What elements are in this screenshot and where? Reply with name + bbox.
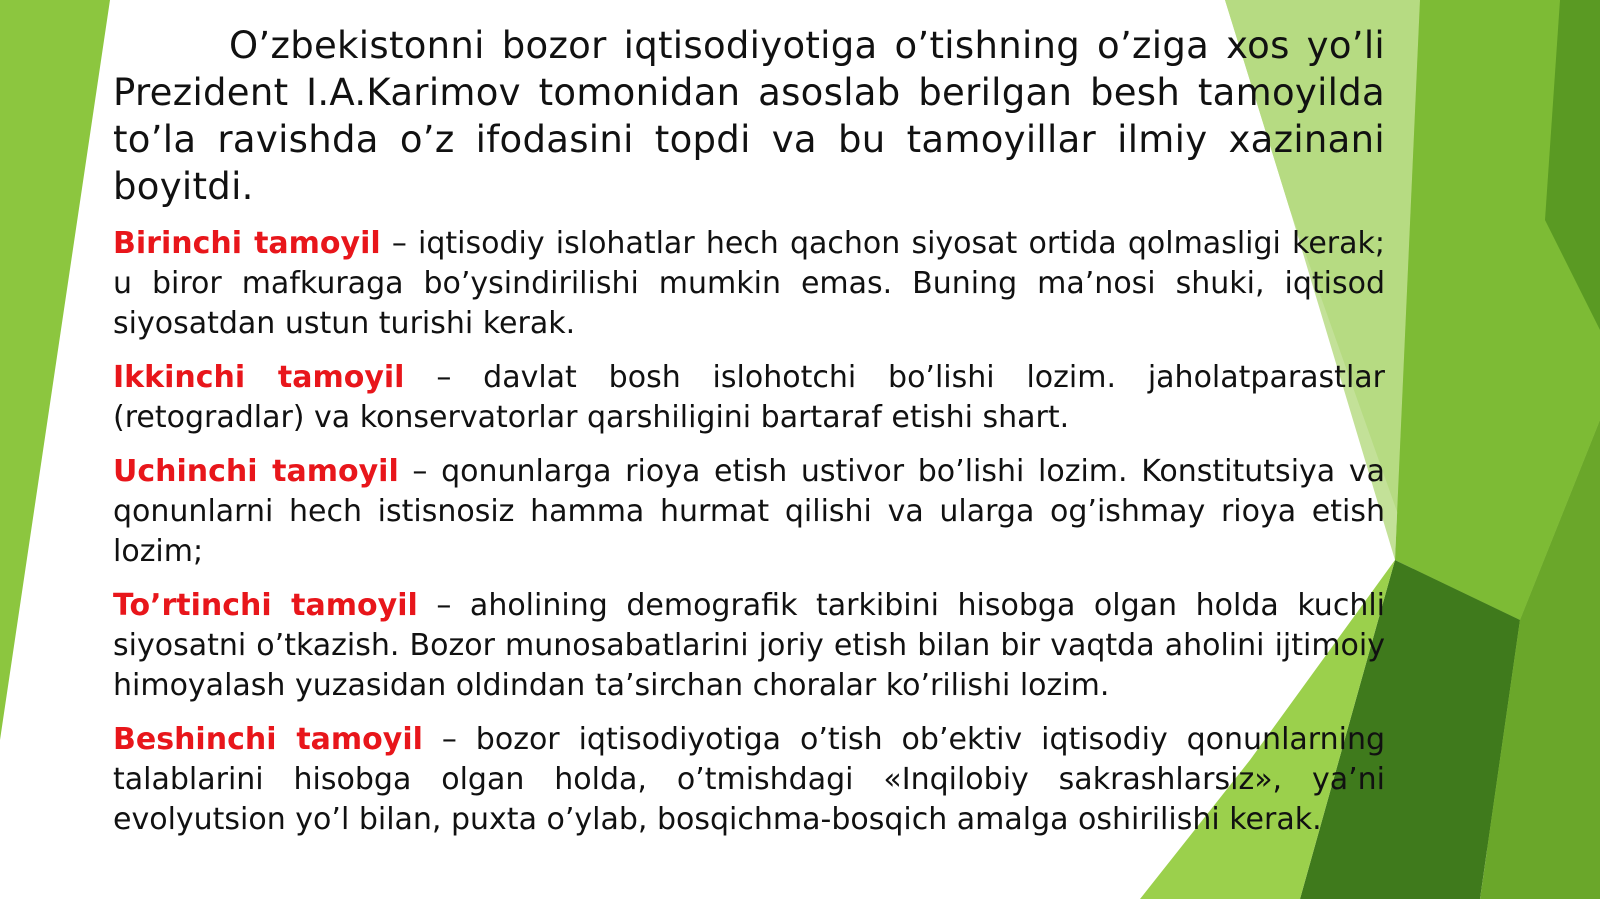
intro-paragraph: O’zbekistonni bozor iqtisodiyotiga o’tishning o’ziga xos yo’li Prezident I.A.Karimov tomonidan asoslab berilgan besh tamoyilda to’la ravishda o’z ifodasini topdi va bu tamoyillar ilmiy xazinani boyitdi.: [113, 24, 1385, 208]
left-green-wedge: [0, 0, 110, 740]
principle-3: [113, 452, 1385, 572]
principle-2-title: Ikkinchi tamoyil: [113, 360, 405, 395]
principle-4-title: To’rtinchi tamoyil: [113, 588, 418, 623]
slide-content: [113, 22, 1385, 854]
principle-2-text: – davlat bosh islohotchi bo’lishi lozim. jaholatparastlar (retogradlar) va konservatorlar qarshiligini bartaraf etishi shart.: [113, 360, 1385, 435]
principle-1-text: – iqtisodiy islohatlar hech qachon siyosat ortida qolmasligi kerak; u biror mafkuraga bo’ysindirilishi mumkin emas. Buning ma’nosi shuki, iqtisod siyosatdan ustun turishi kerak.: [113, 226, 1385, 341]
principle-4: [113, 586, 1385, 706]
principle-5-title: Beshinchi tamoyil: [113, 722, 423, 757]
principle-3-text: – qonunlarga rioya etish ustivor bo’lishi lozim. Konstitutsiya va qonunlarni hech istisnosiz hamma hurmat qilishi va ularga og’ishmay rioya etish lozim;: [113, 454, 1385, 569]
principle-5: [113, 720, 1385, 840]
principle-5-text: – bozor iqtisodiyotiga o’tish ob’ektiv iqtisodiy qonunlarning talablarini hisobga olgan holda, o’tmishdagi «Inqilobiy sakrashlarsiz», ya’ni evolyutsion yo’l bilan, puxta o’ylab, bosqichma-bosqich amalga oshirilishi kerak.: [113, 722, 1386, 837]
principle-3-title: Uchinchi tamoyil: [113, 454, 399, 489]
principle-1: [113, 224, 1385, 344]
principle-1-title: Birinchi tamoyil: [113, 226, 381, 261]
principle-2: [113, 358, 1385, 438]
principle-4-text: – aholining demografik tarkibini hisobga olgan holda kuchli siyosatni o’tkazish. Bozor munosabatlarini joriy etish bilan bir vaqtda aholini ijtimoiy himoyalash yuzasidan oldindan ta’sirchan choralar ko’rilishi lozim.: [113, 588, 1385, 703]
